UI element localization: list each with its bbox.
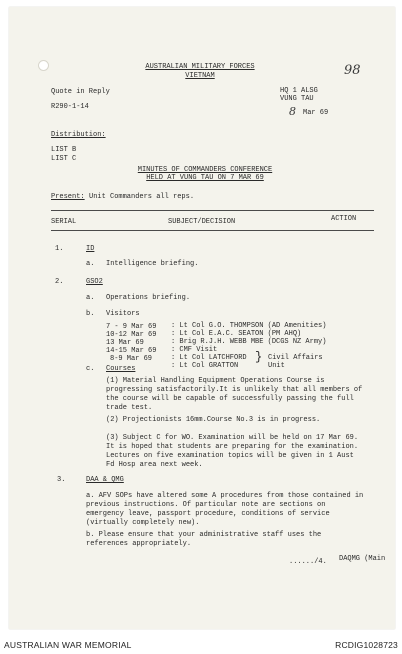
- course-paragraph-1: (1) Material Handling Equipment Operations Course is progressing satisfactorily.It is unlikely that all members of the course will be capable of successfully passing the full trade test.: [106, 377, 363, 412]
- visitor-note-civil-affairs: Civil Affairs: [268, 354, 323, 362]
- document-title: MINUTES OF COMMANDERS CONFERENCE: [137, 166, 273, 174]
- visitor-date: 13 Mar 69: [106, 339, 144, 347]
- handwritten-date-day: 8: [289, 105, 296, 118]
- org-location: VIETNAM: [185, 72, 215, 80]
- date-month-year: Mar 69: [303, 109, 329, 117]
- visitor-name: : CMF Visit: [171, 346, 218, 354]
- visitor-name: : Lt Col E.A.C. SEATON (PM AHQ): [171, 330, 302, 338]
- serial-1-heading: ID: [86, 245, 95, 253]
- serial-2a-letter: a.: [86, 294, 95, 302]
- serial-1a-letter: a.: [86, 260, 95, 268]
- serial-2b-letter: b.: [86, 310, 95, 318]
- course-paragraph-2: (2) Projectionists 16mm.Course No.3 is in progress.: [106, 416, 321, 424]
- quote-label: Quote in Reply: [51, 88, 110, 96]
- column-serial: SERIAL: [51, 218, 77, 226]
- visitor-date: 8-9 Mar 69: [110, 355, 153, 363]
- serial-2a-text: Operations briefing.: [106, 294, 191, 302]
- serial-2-heading: GSO2: [86, 278, 103, 286]
- table-top-rule: [51, 210, 374, 211]
- archive-id: RCDIG1028723: [335, 640, 398, 650]
- serial-2b-text: Visitors: [106, 310, 140, 318]
- present-text: Unit Commanders all reps.: [89, 193, 195, 201]
- serial-3-number: 3.: [57, 476, 66, 484]
- serial-2c-text: Courses: [106, 365, 136, 373]
- visitor-date: 14-15 Mar 69: [106, 347, 157, 355]
- serial-3-heading: DAA & QMG: [86, 476, 124, 484]
- archive-credit: AUSTRALIAN WAR MEMORIAL: [4, 640, 132, 650]
- continuation-next: DAQMG (Main: [339, 555, 386, 563]
- hq-line2: VUNG TAU: [280, 95, 314, 103]
- serial-2c-letter: c.: [86, 365, 95, 373]
- distribution-label: Distribution:: [51, 131, 106, 139]
- handwritten-page-number: 98: [344, 63, 361, 78]
- serial-1a-text: Intelligence briefing.: [106, 260, 199, 268]
- punch-hole: [38, 60, 49, 71]
- table-header-rule: [51, 230, 374, 231]
- visitor-name: : Lt Col LATCHFORD: [171, 354, 247, 362]
- continuation-page: ....../4.: [289, 558, 327, 566]
- serial-3b-text: b. Please ensure that your administrative staff uses the references appropriately.: [86, 531, 322, 548]
- org-name: AUSTRALIAN MILITARY FORCES: [145, 63, 255, 71]
- visitor-name: : Lt Col G.O. THOMPSON (AD Amenities): [171, 322, 327, 330]
- distribution-list-b: LIST B: [51, 146, 77, 154]
- visitor-name: : Lt Col GRATTON: [171, 362, 239, 370]
- present-label: Present:: [51, 193, 85, 201]
- column-subject: SUBJECT/DECISION: [168, 218, 236, 226]
- course-paragraph-3: (3) Subject C for WO. Examination will be held on 17 Mar 69. It is hoped that students are preparing for the examination. Lectures on five examination topics will be given in 1 Aust Fd Hosp area next week.: [106, 434, 359, 469]
- serial-2-number: 2.: [55, 278, 64, 286]
- visitor-bracket: }: [255, 350, 263, 364]
- visitor-date: 7 - 9 Mar 69: [106, 323, 157, 331]
- serial-3a-text: a. AFV SOPs have altered some A procedures from those contained in previous instructions. Of particular note are sections on emergency leave, passport procedure, conditions of service (virtually completely new).: [86, 492, 364, 527]
- hq-line1: HQ 1 ALSG: [280, 87, 318, 95]
- visitor-note-unit: Unit: [268, 362, 285, 370]
- visitor-date: 10-12 Mar 69: [106, 331, 157, 339]
- document-subtitle: HELD AT VUNG TAU ON 7 MAR 69: [146, 174, 264, 182]
- reference-number: R290-1-14: [51, 103, 89, 111]
- visitor-name: : Brig R.J.H. WEBB MBE (DCGS NZ Army): [171, 338, 327, 346]
- column-action: ACTION: [331, 215, 357, 223]
- distribution-list-c: LIST C: [51, 155, 77, 163]
- serial-1-number: 1.: [55, 245, 64, 253]
